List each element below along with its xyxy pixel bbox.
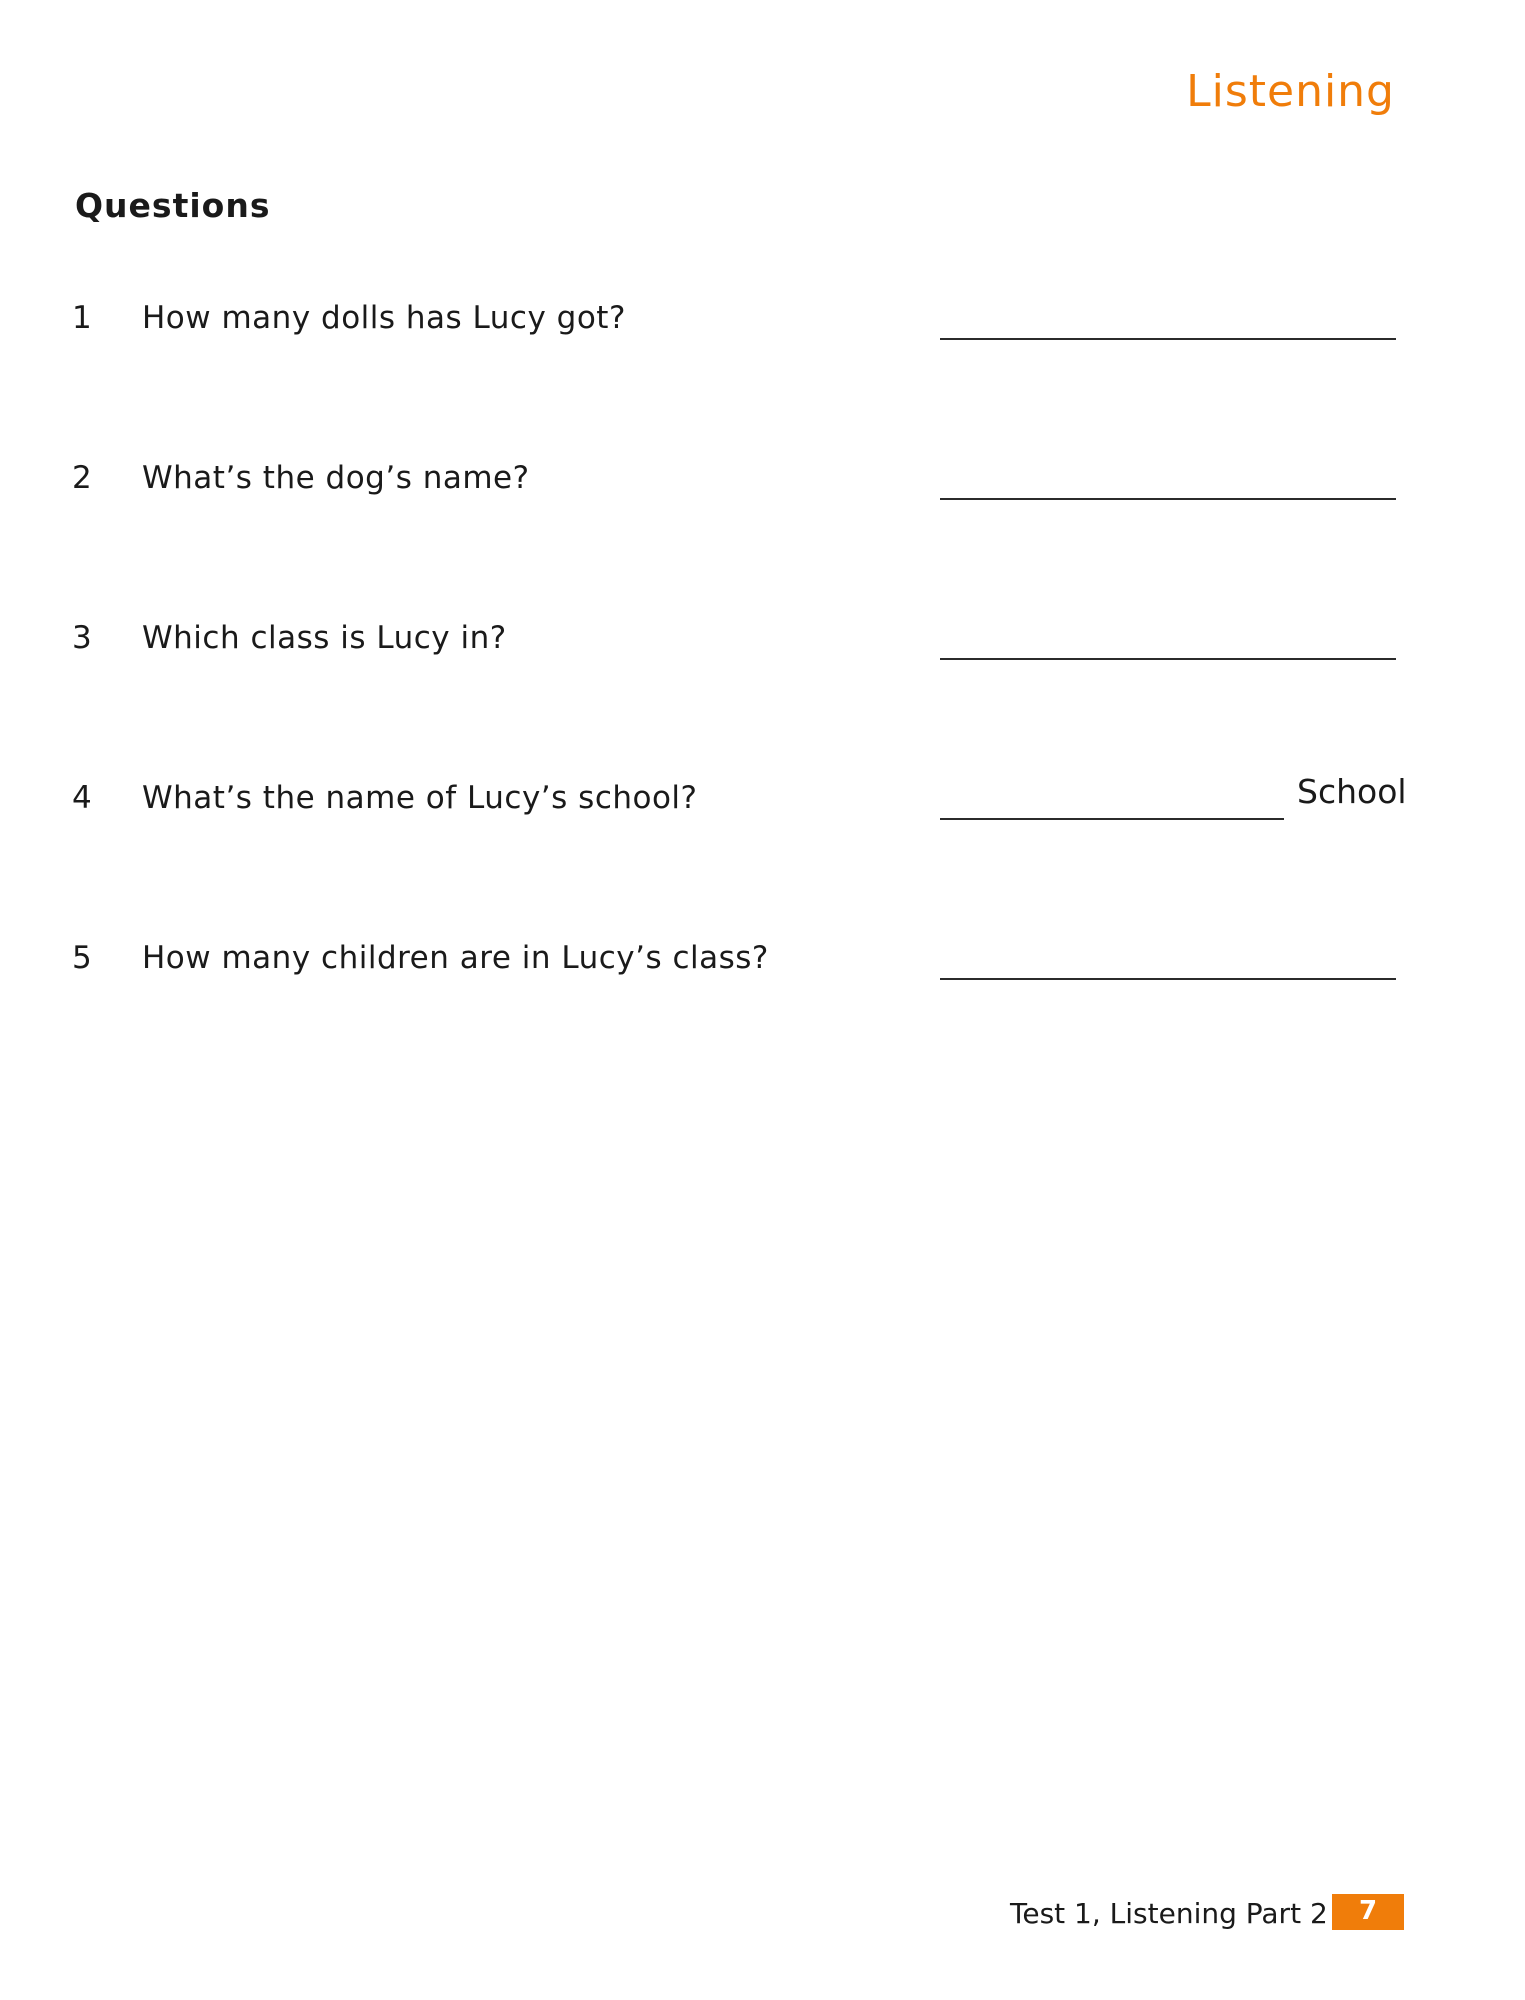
answer-line[interactable] bbox=[940, 338, 1396, 340]
answer-line[interactable] bbox=[940, 658, 1396, 660]
question-text: How many children are in Lucy’s class? bbox=[142, 940, 769, 976]
question-text: What’s the dog’s name? bbox=[142, 460, 530, 496]
section-title: Listening bbox=[1186, 66, 1395, 117]
question-row bbox=[72, 772, 1407, 832]
question-number: 1 bbox=[72, 300, 92, 336]
answer-suffix: School bbox=[1297, 772, 1407, 811]
question-number: 5 bbox=[72, 940, 92, 976]
question-number: 2 bbox=[72, 460, 92, 496]
question-text: Which class is Lucy in? bbox=[142, 620, 507, 656]
footer-label: Test 1, Listening Part 2 bbox=[1010, 1897, 1328, 1930]
question-row bbox=[72, 452, 1402, 512]
question-row bbox=[72, 612, 1402, 672]
question-row bbox=[72, 292, 1402, 352]
questions-heading: Questions bbox=[75, 186, 271, 225]
question-text: What’s the name of Lucy’s school? bbox=[142, 780, 698, 816]
answer-line[interactable] bbox=[940, 978, 1396, 980]
question-number: 4 bbox=[72, 780, 92, 816]
question-text: How many dolls has Lucy got? bbox=[142, 300, 626, 336]
question-number: 3 bbox=[72, 620, 92, 656]
answer-line[interactable] bbox=[940, 498, 1396, 500]
answer-line[interactable] bbox=[940, 818, 1284, 820]
question-row bbox=[72, 932, 1402, 992]
page-number-badge: 7 bbox=[1332, 1894, 1404, 1930]
